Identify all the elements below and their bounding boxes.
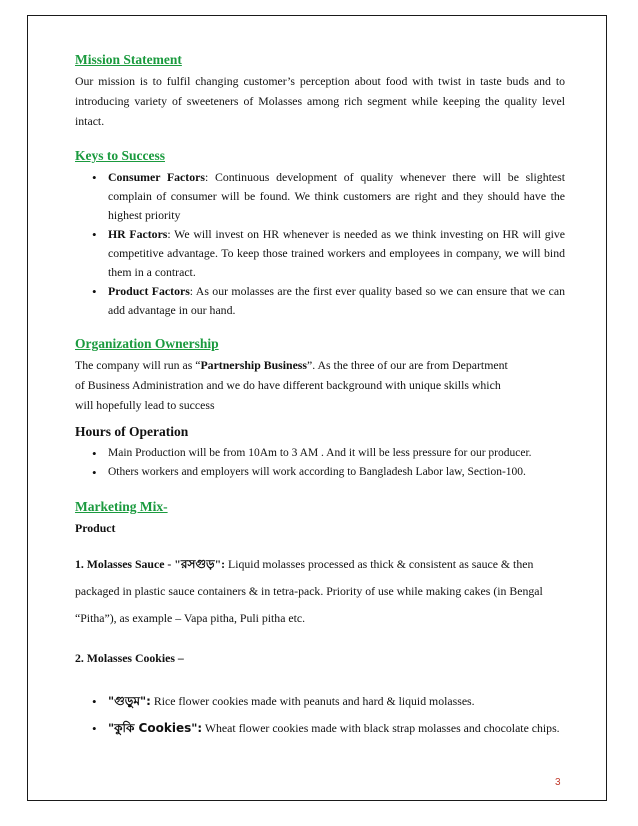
list-item [75, 715, 565, 742]
cookie-bangla-name: কুকি Cookies [114, 721, 192, 735]
key-text: : As our molasses are the first ever quality based so we can ensure that we can add advantage in our hand. [108, 284, 565, 317]
key-term: Consumer Factors [108, 170, 205, 184]
product-subheading: Product [75, 521, 116, 535]
cookie-quote: " [108, 721, 115, 735]
list-item: • Main Production will be from 10Am to 3 AM . And it will be less pressure for our producer. [75, 444, 565, 463]
ownership-text [75, 355, 565, 415]
cookies-list [75, 688, 565, 742]
list-item [75, 282, 565, 320]
sauce-label: 1. Molasses Sauce - " [75, 557, 181, 571]
cookie-bangla-name: গুড়ুম [114, 694, 141, 708]
sauce-label-end: ": [214, 557, 226, 571]
sauce-bangla-name: রসগুড় [180, 557, 215, 571]
ownership-type: Partnership Business [200, 358, 307, 372]
keys-list [75, 168, 565, 320]
ownership-text-part: will hopefully lead to success [75, 398, 215, 412]
list-item [75, 168, 565, 225]
keys-heading: Keys to Success [75, 148, 165, 163]
hours-list [75, 444, 565, 482]
mission-text: Our mission is to fulfil changing customer’s perception about food with twist in taste buds and to introducing variety of sweeteners of Molasses among rich segment while keeping the quality level intact. [75, 74, 565, 128]
cookies-label: 2. Molasses Cookies – [75, 651, 184, 665]
mission-heading: Mission Statement [75, 52, 182, 67]
ownership-text-part: of Business Administration and we do have different background with unique skills which [75, 378, 501, 392]
key-text: : Continuous development of quality whenever there will be slightest complain of consumer will be found. We think customers are right and they should have the highest priority [108, 170, 565, 222]
hours-heading: Hours of Operation [75, 424, 189, 439]
page-number: 3 [555, 777, 561, 788]
cookie-quote: ": [140, 694, 151, 708]
ownership-heading: Organization Ownership [75, 336, 219, 351]
document-body [75, 52, 565, 742]
list-item [75, 225, 565, 282]
key-text: : We will invest on HR whenever is needed as we think investing on HR will give competitive advantage. To keep those trained workers and employees in company, we will bind them in a contract. [108, 227, 566, 279]
ownership-text-part: The company will run as “ [75, 358, 201, 372]
marketing-heading: Marketing Mix- [75, 499, 168, 514]
list-item: • Others workers and employers will work according to Bangladesh Labor law, Section-100. [75, 463, 565, 482]
sauce-description: Liquid molasses processed as thick & consistent as sauce & then packaged in plastic sauce containers & in tetra-pack. Priority of use while making cakes (in Bengal “Pitha”), as example – Vapa pitha, Puli pitha etc. [75, 557, 543, 625]
sauce-paragraph [75, 551, 565, 632]
cookie-description: Rice flower cookies made with peanuts and hard & liquid molasses. [150, 694, 475, 708]
key-term: HR Factors [108, 227, 168, 241]
cookie-description: Wheat flower cookies made with black strap molasses and chocolate chips. [202, 721, 560, 735]
cookie-quote: ": [191, 721, 203, 735]
list-item [75, 688, 565, 715]
cookie-quote: " [108, 694, 115, 708]
key-term: Product Factors [108, 284, 190, 298]
ownership-text-part: ”. As the three of our are from Department [307, 358, 508, 372]
